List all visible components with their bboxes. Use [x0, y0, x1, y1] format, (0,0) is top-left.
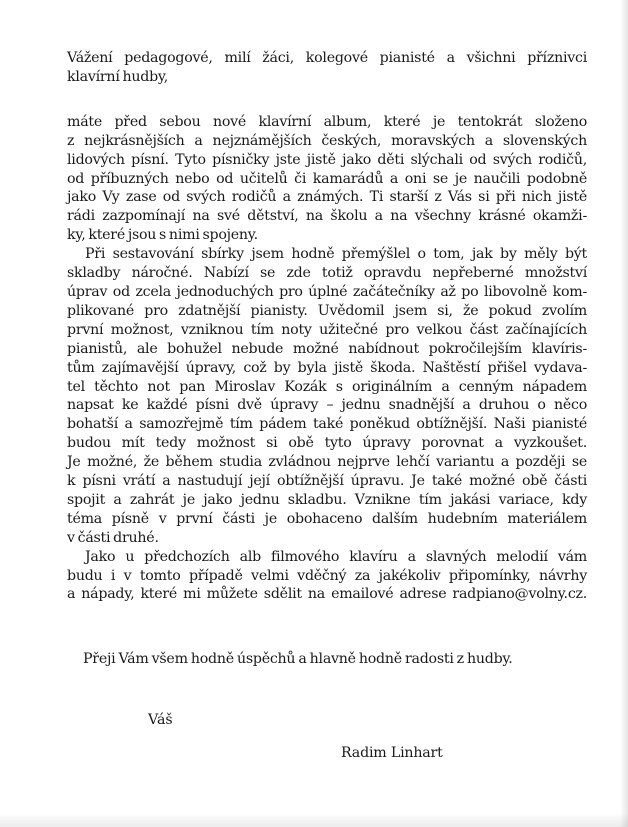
paragraph-gap [67, 87, 587, 113]
text-line: budu i v tomto případě velmi vděčný za jakékoliv připomínky, návrhy [67, 567, 587, 584]
text-line: v části druhé. [67, 529, 159, 546]
text-line: ky, které jsou s nimi spojeny. [67, 227, 258, 244]
text-line: bohatší a samozřejmě tím pádem také poněkud obtížnější. Naši pianisté [67, 416, 587, 433]
text-line: úprav od zcela jednoduchých pro úplné začátečníky až po libovolně kom- [67, 283, 587, 300]
scan-right-shadow [620, 0, 628, 827]
text-line: lidových písní. Tyto písničky jste jistě jako děti slýchali od svých rodičů, [67, 151, 587, 168]
text-line: téma písně v první části je obohaceno dalším hudebním materiálem [67, 510, 587, 527]
scan-bottom-shadow [0, 813, 628, 827]
text-line: od příbuzných nebo od učitelů či kamarádů a oni se je naučili podobně [67, 170, 587, 187]
paragraph-3 [67, 548, 587, 605]
text-line: jako Vy zase od svých rodičů a známých. Ti starší z Vás si při nich jistě [67, 189, 587, 206]
text-line: z nejkrásnějších a nejznámějších českých, moravských a slovenských [67, 132, 587, 149]
salutation [67, 49, 587, 87]
text-line: skladby náročné. Nabízí se zde totiž opravdu nepřeberné množství [67, 265, 587, 282]
text-line: Je možné, že během studia zvládnou nejprve lehčí variantu a později se [67, 454, 587, 471]
text-line: máte před sebou nové klavírní album, které je tentokrát složeno [67, 113, 587, 130]
paragraph-2 [67, 245, 587, 548]
text-line: Při sestavování sbírky jsem hodně přemýšlel o tom, jak by měly být [85, 246, 587, 263]
text-line: spojit a zahrát je jako jednu skladbu. Vznikne tím jakási variace, kdy [67, 491, 587, 508]
signature-name: Radim Linhart [341, 745, 443, 761]
text-line: první možnost, vzniknou tím noty užitečné pro velkou část začínajících [67, 321, 587, 338]
text-line: pianistů, ale bohužel nebude možné nabídnout pokročilejším klavíris- [67, 340, 587, 357]
text-line: klavírní hudby, [67, 68, 169, 85]
text-line: Jako u předchozích alb filmového klavíru a slavných melodií vám [85, 548, 587, 565]
paragraph-1 [67, 113, 587, 245]
text-line: plikované pro zdatnější pianisty. Uvědomil jsem si, že pokud zvolím [67, 302, 587, 319]
letter-body [67, 49, 587, 604]
closing-line: Přeji Vám všem hodně úspěchů a hlavně hodně radosti z hudby. [83, 651, 513, 667]
text-line: Vážení pedagogové, milí žáci, kolegové pianisté a všichni příznivci [67, 50, 587, 66]
text-line: napsat ke každé písni dvě úpravy – jednu snadnější a druhou o něco [67, 397, 587, 414]
text-line: rádi zazpomínají na své dětství, na školu a na všechny krásné okamži- [67, 208, 587, 225]
text-line: a nápady, které mi můžete sdělit na emailové adrese radpiano@volny.cz. [67, 586, 587, 603]
valediction: Váš [148, 712, 173, 728]
text-line: tům zajímavější úpravy, což by byla jistě škoda. Naštěstí přišel vydava- [67, 359, 587, 376]
text-line: tel těchto not pan Miroslav Kozák s originálním a cenným nápadem [67, 378, 587, 395]
text-line: k písni vrátí a nastudují její obtížnější úpravu. Je také možné obě části [67, 473, 587, 490]
text-line: budou mít tedy možnost si obě tyto úpravy porovnat a vyzkoušet. [67, 435, 587, 452]
